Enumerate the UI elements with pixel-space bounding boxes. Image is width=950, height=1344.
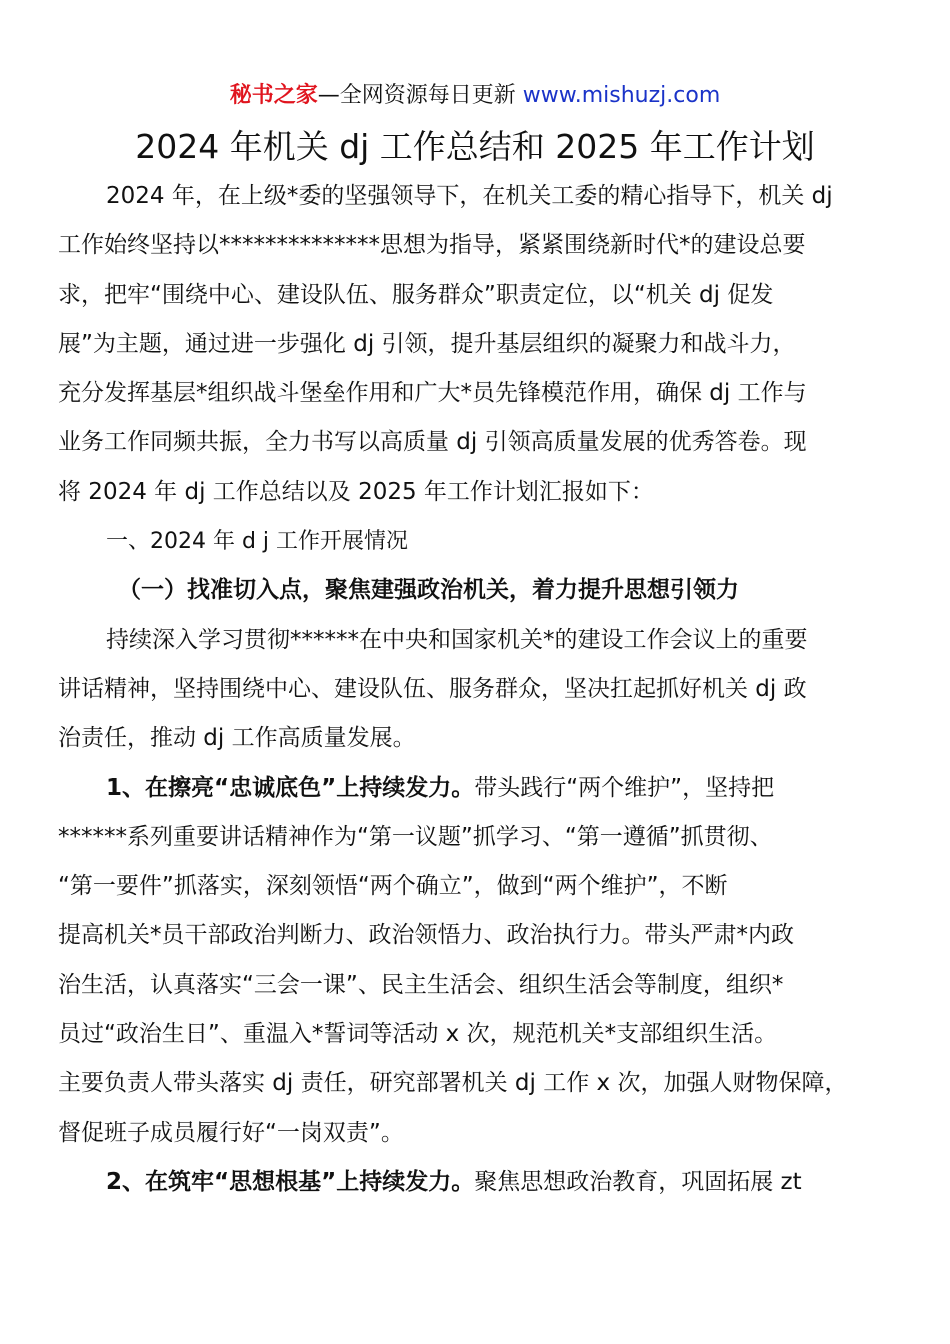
body-line: 将 2024 年 dj 工作总结以及 2025 年工作计划汇报如下：	[58, 478, 654, 505]
section-heading: 一、2024 年 d j 工作开展情况	[106, 529, 409, 555]
body-line: 讲话精神，坚持围绕中心、建设队伍、服务群众，坚决扛起抓好机关 dj 政	[58, 675, 807, 702]
body-line: 治生活，认真落实“三会一课”、民主生活会、组织生活会等制度，组织*	[58, 971, 784, 998]
paragraph-1-first-line	[58, 764, 898, 813]
body-line: 督促班子成员履行好“一岗双责”。	[58, 1119, 404, 1146]
body-line: 提高机关*员干部政治判断力、政治领悟力、政治执行力。带头严肃*内政	[58, 922, 794, 949]
paragraph-2-first-line	[58, 1158, 898, 1207]
body-line: 持续深入学习贯彻******在中央和国家机关*的建设工作会议上的重要	[106, 626, 808, 653]
document-body	[58, 172, 898, 1207]
body-line: 充分发挥基层*组织战斗堡垒作用和广大*员先锋模范作用，确保 dj 工作与	[58, 380, 807, 407]
body-line: 业务工作同频共振，全力书写以高质量 dj 引领高质量发展的优秀答卷。现	[58, 429, 807, 456]
paragraph-2-lead: 2、在筑牢“思想根基”上持续发力。	[106, 1168, 475, 1195]
body-line: 主要负责人带头落实 dj 责任，研究部署机关 dj 工作 x 次，加强人财物保障，	[58, 1070, 848, 1097]
subsection-heading: （一）找准切入点，聚焦建强政治机关，着力提升思想引领力	[118, 577, 739, 604]
banner-brand: 秘书之家	[229, 83, 318, 108]
body-line: 展”为主题，通过进一步强化 dj 引领，提升基层组织的凝聚力和战斗力，	[58, 330, 796, 357]
paragraph-2-rest: 聚焦思想政治教育，巩固拓展 zt	[474, 1168, 802, 1195]
body-line: 求，把牢“围绕中心、建设队伍、服务群众”职责定位，以“机关 dj 促发	[58, 281, 774, 308]
paragraph-1-rest: 带头践行“两个维护”，坚持把	[474, 774, 775, 801]
body-line: 工作始终坚持以**************思想为指导，紧紧围绕新时代*的建设总要	[58, 232, 806, 259]
site-banner	[0, 80, 950, 112]
body-line: 2024 年，在上级*委的坚强领导下，在机关工委的精心指导下，机关 dj	[106, 183, 833, 209]
banner-url-link[interactable]: www.mishuzj.com	[522, 83, 721, 108]
body-line: 治责任，推动 dj 工作高质量发展。	[58, 725, 416, 752]
body-line: ******系列重要讲话精神作为“第一议题”抓学习、“第一遵循”抓贯彻、	[58, 823, 773, 850]
body-line: 员过“政治生日”、重温入*誓词等活动 x 次，规范机关*支部组织生活。	[58, 1021, 778, 1048]
body-line: “第一要件”抓落实，深刻领悟“两个确立”，做到“两个维护”，不断	[58, 873, 728, 900]
paragraph-1-lead: 1、在擦亮“忠诚底色”上持续发力。	[106, 774, 475, 801]
banner-tagline: —全网资源每日更新	[317, 83, 523, 108]
document-title: 2024 年机关 dj 工作总结和 2025 年工作计划	[135, 127, 815, 166]
